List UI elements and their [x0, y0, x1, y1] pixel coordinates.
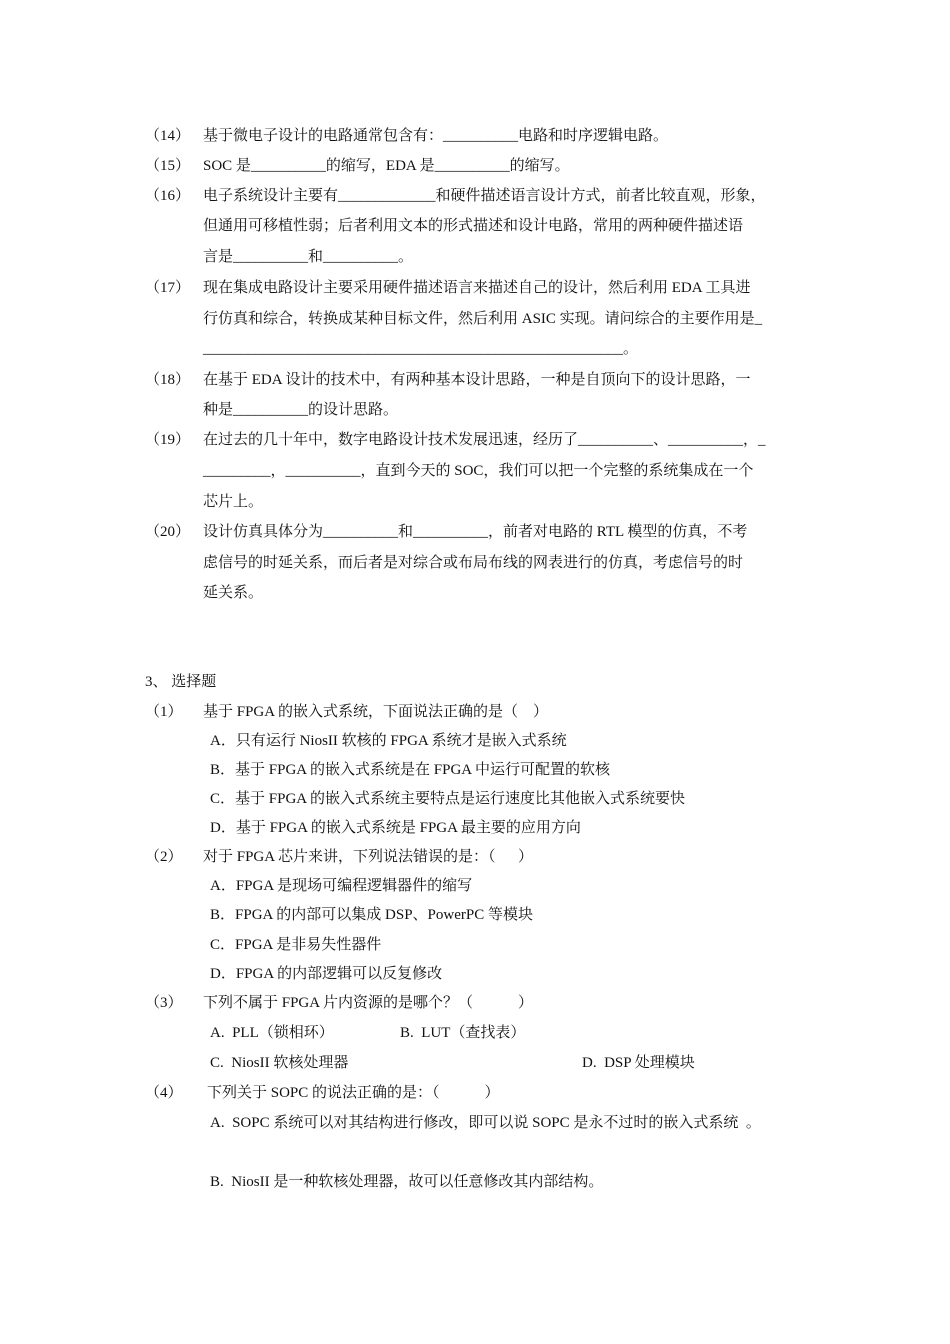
option-b: B. NiosII 是一种软核处理器，故可以任意修改其内部结构。: [210, 1174, 604, 1190]
question-text: 在过去的几十年中，数字电路设计技术发展迅速，经历了__________、__________，_: [203, 432, 766, 448]
question-stem: 对于 FPGA 芯片来讲，下列说法错误的是：（ ）: [203, 849, 534, 865]
option-c: C．基于 FPGA 的嵌入式系统主要特点是运行速度比其他嵌入式系统要快: [210, 791, 686, 807]
option-b: B. LUT（查找表）: [400, 1025, 526, 1041]
question-number: （14）: [145, 128, 191, 144]
option-a: A．只有运行 NiosII 软核的 FPGA 系统才是嵌入式系统: [210, 733, 567, 749]
question-number: （18）: [145, 372, 191, 388]
option-c: C. NiosII 软核处理器: [210, 1055, 349, 1071]
question-text: 基于微电子设计的电路通常包含有：__________电路和时序逻辑电路。: [203, 128, 669, 144]
question-text: _________，__________，直到今天的 SOC，我们可以把一个完整的系统集成在一个: [203, 463, 754, 479]
option-d: D．基于 FPGA 的嵌入式系统是 FPGA 最主要的应用方向: [210, 820, 581, 836]
option-a: A. PLL（锁相环）: [210, 1025, 334, 1041]
option-a: A．FPGA 是现场可编程逻辑器件的缩写: [210, 878, 473, 894]
question-number: （4）: [145, 1085, 183, 1101]
question-number: （16）: [145, 188, 191, 204]
option-d: D. DSP 处理模块: [582, 1055, 695, 1071]
question-text: 但通用可移植性弱；后者利用文本的形式描述和设计电路，常用的两种硬件描述语: [203, 218, 744, 234]
question-text: 在基于 EDA 设计的技术中，有两种基本设计思路，一种是自顶向下的设计思路，一: [203, 372, 751, 388]
question-text: 电子系统设计主要有_____________和硬件描述语言设计方式，前者比较直观，形象，: [203, 188, 766, 204]
question-text: 延关系。: [203, 585, 264, 601]
question-stem: 基于 FPGA 的嵌入式系统，下面说法正确的是（ ）: [203, 704, 549, 720]
question-text: 虑信号的时延关系，而后者是对综合或布局布线的网表进行的仿真，考虑信号的时: [203, 555, 744, 571]
question-text: 现在集成电路设计主要采用硬件描述语言来描述自己的设计，然后利用 EDA 工具进: [203, 280, 751, 296]
option-b: B．FPGA 的内部可以集成 DSP、PowerPC 等模块: [210, 907, 533, 923]
question-number: （17）: [145, 280, 191, 296]
option-d: D．FPGA 的内部逻辑可以反复修改: [210, 966, 443, 982]
option-b: B．基于 FPGA 的嵌入式系统是在 FPGA 中运行可配置的软核: [210, 762, 611, 778]
question-text: 芯片上。: [203, 494, 264, 510]
section-heading: 3、 选择题: [145, 674, 217, 690]
question-text: 言是__________和__________。: [203, 249, 414, 265]
question-stem: 下列不属于 FPGA 片内资源的是哪个？（ ）: [203, 995, 534, 1011]
question-text: 行仿真和综合，转换成某种目标文件，然后利用 ASIC 实现。请问综合的主要作用是_: [203, 311, 763, 327]
question-text: ________________________________________________________。: [203, 341, 639, 357]
question-number: （19）: [145, 432, 191, 448]
question-number: （15）: [145, 158, 191, 174]
question-stem: 下列关于 SOPC 的说法正确的是：（ ）: [207, 1085, 500, 1101]
question-number: （3）: [145, 995, 183, 1011]
option-c: C．FPGA 是非易失性器件: [210, 937, 382, 953]
question-text: 种是__________的设计思路。: [203, 402, 399, 418]
question-number: （2）: [145, 849, 183, 865]
question-number: （20）: [145, 524, 191, 540]
option-a: A. SOPC 系统可以对其结构进行修改，即可以说 SOPC 是永不过时的嵌入式系统 。: [210, 1115, 761, 1131]
question-number: （1）: [145, 704, 183, 720]
question-text: SOC 是__________的缩写，EDA 是__________的缩写。: [203, 158, 570, 174]
question-text: 设计仿真具体分为__________和__________，前者对电路的 RTL 模型的仿真，不考: [203, 524, 748, 540]
